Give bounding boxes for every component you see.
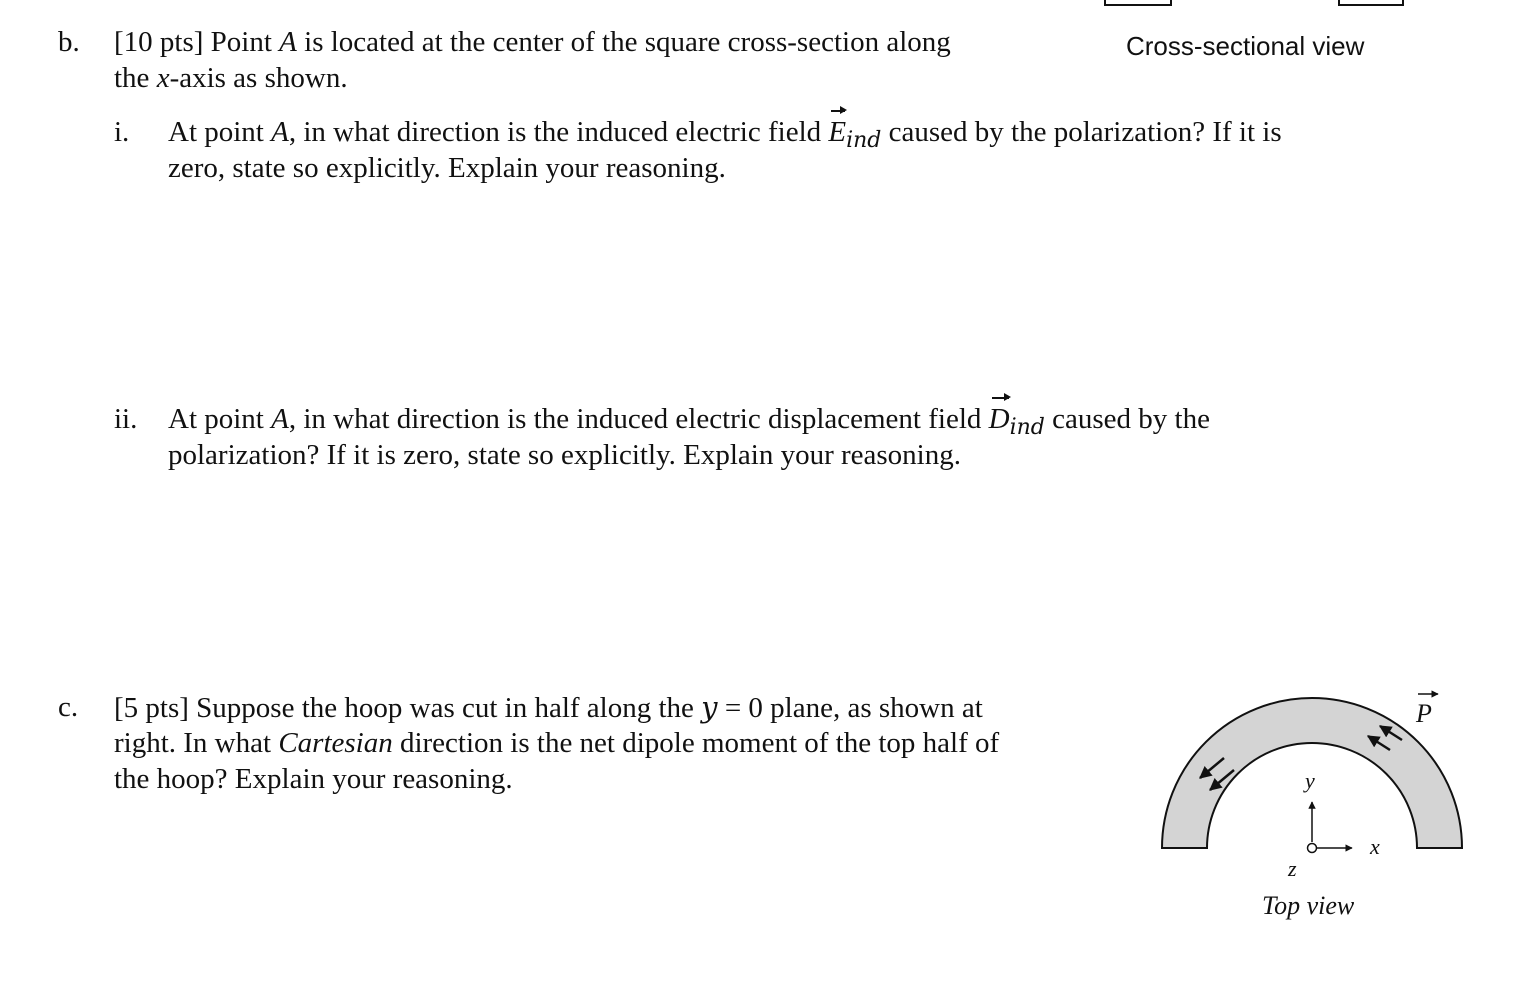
polarization-symbol: P [1416,699,1432,728]
axis-x-label: x [1370,834,1380,859]
part-b-ii-point-name: A [271,403,289,435]
d-ind-subscript: ind [1009,415,1045,440]
part-c-plane-eq: = 0 plane, as shown at [717,692,983,724]
part-c-line2-a: right. In what [114,727,279,759]
part-c-line-2 [114,725,999,761]
part-b-text-a: Point [210,26,280,58]
top-view-diagram [1140,670,1480,940]
d-ind-vector-symbol: D [988,403,1010,435]
part-c-points: [5 pts] [114,692,189,724]
part-b-i-numeral: i. [114,116,130,148]
part-b-ii-numeral: ii. [114,403,138,435]
part-c-line2-b: direction is the net dipole moment of the top half of [392,727,1000,759]
part-b-letter: b. [58,26,80,58]
cross-section-fragment-right [1338,0,1404,6]
cross-section-fragment-left [1104,0,1172,6]
part-b-i-text-c: caused by the polarization? If it is [881,116,1282,148]
part-b-i-text-a: At point [168,116,272,148]
part-b-points: [10 pts] [114,26,204,58]
part-b-ii-line-2: polarization? If it is zero, state so explicitly. Explain your reasoning. [168,439,961,471]
z-axis-out-of-page-icon [1308,844,1317,853]
part-c-line-1 [114,689,983,726]
part-b-text-b: is located at the center of the square cross-section along [296,26,951,58]
part-b-point-name: A [279,26,297,58]
axis-z-label: z [1288,856,1297,881]
part-c-plane-var: y [701,690,718,724]
part-c-letter: c. [58,691,79,723]
axis-y-label: y [1305,768,1315,793]
cross-section-caption: Cross-sectional view [1126,31,1365,61]
part-c-text-a: Suppose the hoop was cut in half along the [196,692,702,724]
part-b-line2-a: the [114,62,157,94]
e-ind-subscript: ind [846,128,882,153]
part-c-line-3: the hoop? Explain your reasoning. [114,763,513,795]
top-view-caption: Top view [1262,891,1355,920]
part-b-i-line-2: zero, state so explicitly. Explain your reasoning. [168,152,726,184]
part-c-emphasis: Cartesian [278,727,393,759]
part-b-i-point-name: A [271,116,289,148]
part-b-line-1 [114,24,951,60]
part-b-axis-var: x [156,62,170,94]
part-b-ii-text-c: caused by the [1044,403,1210,435]
part-b-ii-text-a: At point [168,403,272,435]
part-b-i-text-b: , in what direction is the induced electric field [288,116,829,148]
coordinate-axes [1308,802,1353,853]
e-ind-vector-symbol: E [828,116,847,148]
part-b-line-2 [114,60,348,96]
part-b-ii-text-b: , in what direction is the induced electric displacement field [288,403,989,435]
part-b-line2-b: -axis as shown. [169,62,348,94]
